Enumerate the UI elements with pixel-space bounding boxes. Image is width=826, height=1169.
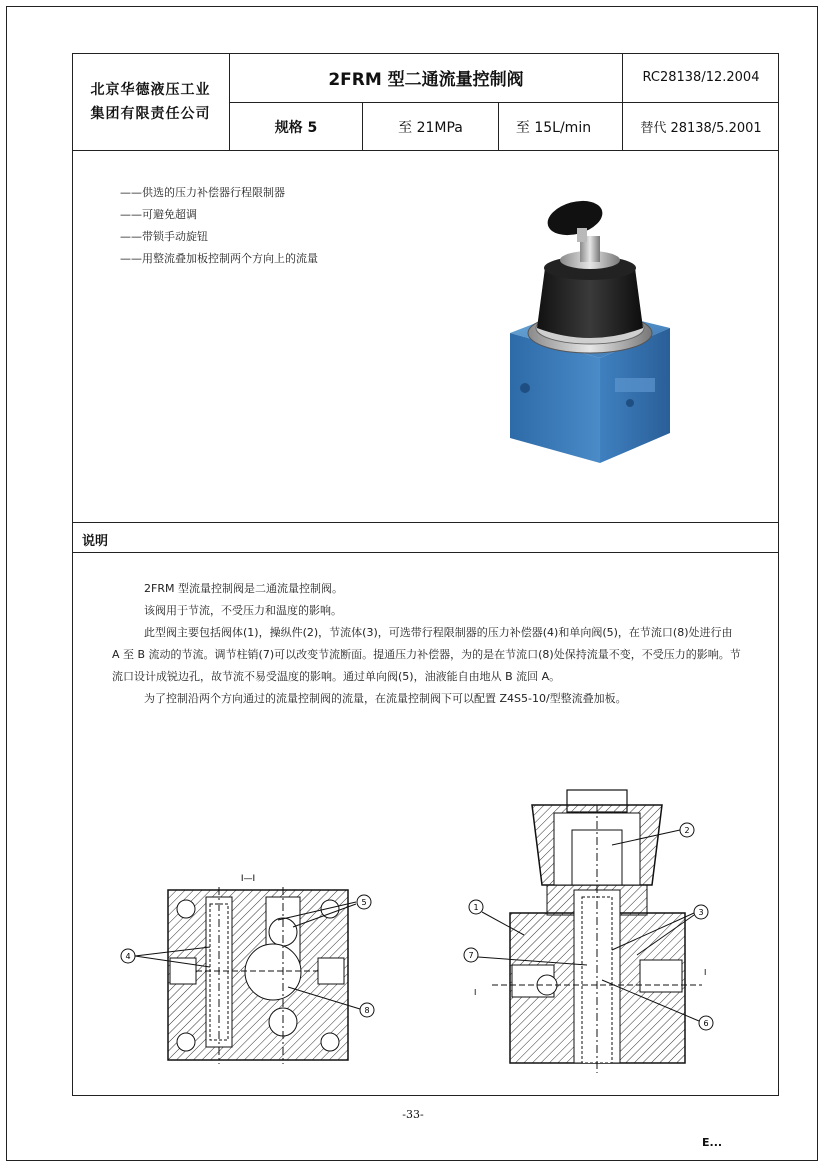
document-code: RC28138/12.2004 bbox=[642, 70, 760, 85]
page-number: -33- bbox=[402, 1108, 424, 1121]
company-name bbox=[72, 53, 229, 150]
section-top-rule bbox=[72, 522, 779, 523]
spec-pressure: 至 21MPa bbox=[398, 119, 463, 136]
callout-2: 2 bbox=[684, 826, 690, 835]
product-photo bbox=[505, 188, 675, 468]
feature-item: ——带锁手动旋钮 bbox=[120, 230, 208, 243]
document-title: 2FRM 型二通流量控制阀 bbox=[328, 70, 524, 90]
description-paragraph: 为了控制沿两个方向通过的流量控制阀的流量，在流量控制阀下可以配置 Z4S5-10/型整流叠加板。 bbox=[144, 692, 627, 705]
description-paragraph: 2FRM 型流量控制阀是二通流量控制阀。 bbox=[144, 582, 343, 595]
header-table bbox=[72, 53, 779, 151]
section-drawing-left bbox=[118, 872, 388, 1072]
feature-list bbox=[120, 182, 318, 270]
corner-mark: E... bbox=[702, 1136, 723, 1149]
feature-item: ——可避免超调 bbox=[120, 208, 197, 221]
spec-size: 规格 5 bbox=[274, 119, 318, 136]
description-paragraph: 此型阀主要包括阀体(1)，操纵件(2)，节流体(3)，可选带行程限制器的压力补偿器(4)和单向阀(5)，在节流口(8)处进行由 A 至 B 流动的节流。调节柱销(7)可以改变节流断面。提通压力补偿器，为的是在节流口(8)处保持流量不变，不受压力的影响。节流口设计成锐边孔，故节流不易受温度的影响。通过单向阀(5)，油液能自由地从 B 流回 A。 bbox=[112, 626, 741, 683]
section-drawing-right bbox=[462, 785, 722, 1075]
feature-item: ——用整流叠加板控制两个方向上的流量 bbox=[120, 252, 318, 265]
section-mark-left: I bbox=[474, 988, 477, 997]
callout-6: 6 bbox=[703, 1019, 709, 1028]
spec-flow: 至 15L/min bbox=[515, 119, 592, 136]
drawing-section-label: I—I bbox=[240, 874, 256, 884]
section-mark-right: I bbox=[704, 968, 707, 977]
feature-item: ——供选的压力补偿器行程限制器 bbox=[120, 186, 285, 199]
callout-4: 4 bbox=[125, 952, 131, 961]
description-paragraph: 该阀用于节流，不受压力和温度的影响。 bbox=[144, 604, 342, 617]
callout-8: 8 bbox=[364, 1006, 370, 1015]
section-bottom-rule bbox=[72, 552, 779, 553]
replaces-code: 替代 28138/5.2001 bbox=[640, 121, 762, 136]
callout-3: 3 bbox=[698, 908, 704, 917]
section-title: 说明 bbox=[82, 534, 109, 549]
description-text bbox=[112, 578, 742, 710]
company-line-2: 集团有限责任公司 bbox=[90, 105, 211, 122]
callout-5: 5 bbox=[361, 898, 367, 907]
callout-1: 1 bbox=[473, 903, 479, 912]
company-line-1: 北京华德液压工业 bbox=[90, 81, 211, 98]
callout-7: 7 bbox=[468, 951, 474, 960]
